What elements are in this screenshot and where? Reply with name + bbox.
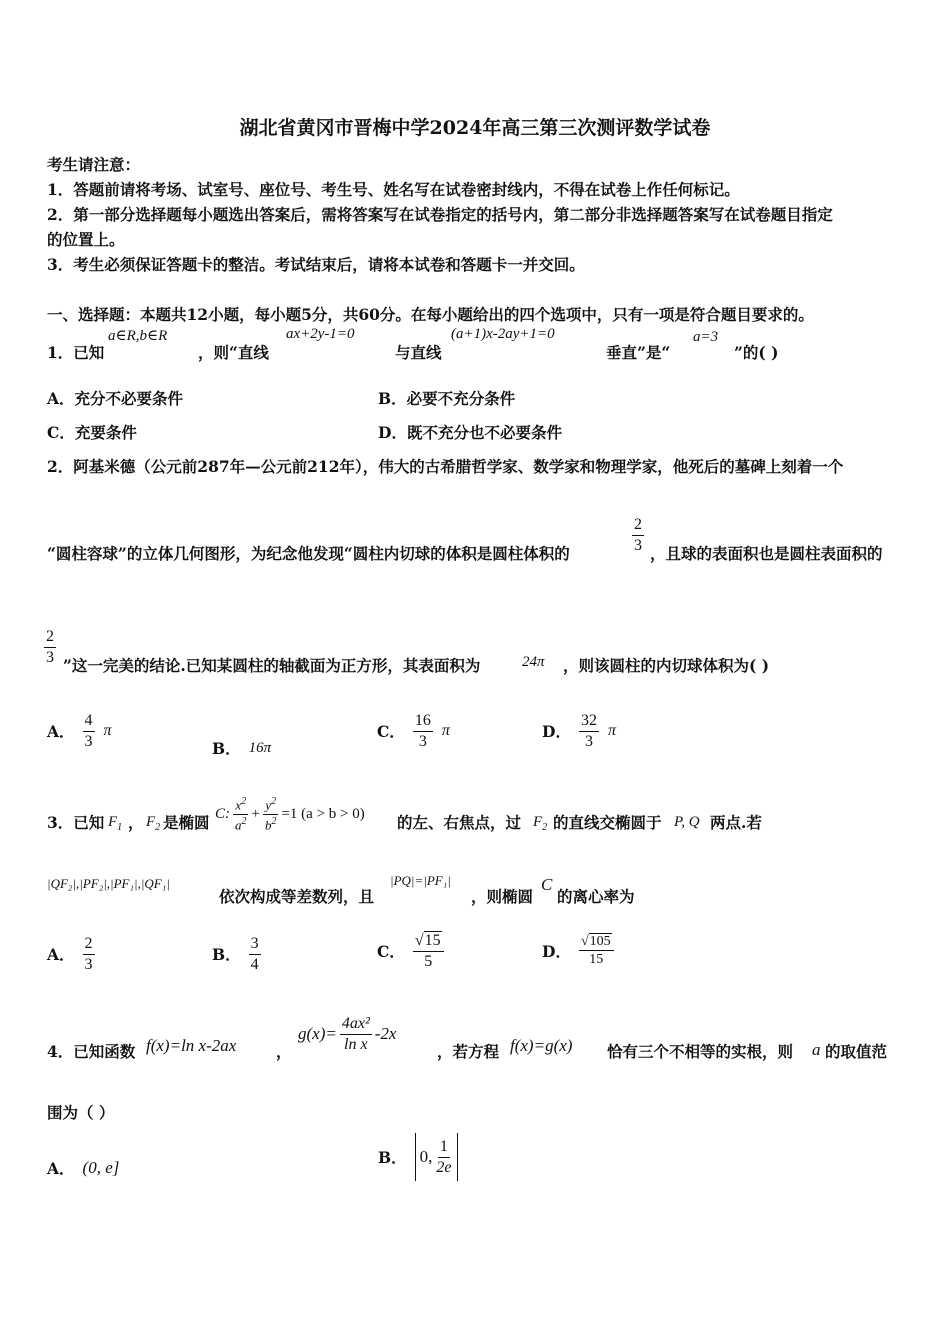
q1-text-1: ，则“直线 — [198, 343, 269, 362]
q1-option-d — [378, 421, 562, 443]
q3-text-1: 是椭圆 — [163, 813, 210, 832]
q3-text-7: 的离心率为 — [557, 887, 635, 906]
q2-line-2a: “圆柱容球”的立体几何图形，为纪念他发现“圆柱内切球的体积是圆柱体积的 — [47, 544, 570, 563]
q2-option-a — [47, 712, 112, 750]
q2-line-3b: ，则该圆柱的内切球体积为( ) — [563, 656, 770, 675]
q1-option-a-label: A． — [47, 389, 75, 408]
q3-text-6: ，则椭圆 — [471, 887, 534, 906]
notice-item-2-cont: 的位置上。 — [47, 230, 125, 249]
q3-option-c: C． $\frac{√15}{5}$ — [377, 932, 444, 970]
q2-option-b-value: 16π — [248, 739, 272, 756]
q4-equation: f(x)=g(x) — [510, 1036, 573, 1055]
q3-ellipse-b: b — [264, 816, 272, 832]
q4-option-b-den: 2e — [436, 1158, 452, 1176]
q1-option-a-text: 充分不必要条件 — [74, 389, 184, 408]
q3-option-d-den: 15 — [589, 952, 604, 968]
q3-f2-sub: 2 — [155, 822, 161, 833]
q3-f2-symbol: F — [146, 814, 156, 830]
q3-option-a-den: 3 — [84, 955, 93, 973]
q4-g-den: ln x — [344, 1035, 368, 1053]
notice-item-1: 1．答题前请将考场、试室号、座位号、考生号、姓名写在试卷密封线内，不得在试卷上作任何标记。 — [47, 180, 740, 199]
q3-text-5: 依次构成等差数列，且 — [219, 887, 375, 906]
q2-line-1: 2．阿基米德（公元前287年—公元前212年），伟大的古希腊哲学家、数学家和物理学家，他死后的墓碑上刻着一个 — [47, 457, 844, 476]
q3-ellipse-a: a — [235, 816, 242, 832]
q2-option-d-den: 3 — [584, 732, 593, 750]
q3-sequence: |QF₂|,|PF₂|,|PF₁|,|QF₁| — [47, 876, 170, 891]
q4-text-1: ，若方程 — [437, 1042, 500, 1061]
q2-option-a-den: 3 — [84, 732, 93, 750]
notice-item-2: 2．第一部分选择题每小题选出答案后，需将答案写在试卷指定的括号内，第二部分非选择题答案写在试卷题目指定 — [47, 205, 833, 224]
q3-ellipse-x: x — [235, 797, 242, 813]
q2-option-a-label: A． — [47, 722, 75, 742]
q3-option-b-label: B． — [212, 945, 241, 965]
q3-c: C — [541, 875, 553, 894]
q4-text-3: 的取值范 — [825, 1042, 888, 1061]
q2-option-a-pi: π — [103, 722, 112, 740]
q3-ellipse-rhs: =1 (a > b > 0) — [281, 805, 365, 822]
q1-option-b — [378, 387, 515, 409]
q3-f1 — [108, 814, 122, 833]
q2-line-2b: ，且球的表面积也是圆柱表面积的 — [650, 544, 883, 563]
q3-option-d-radicand: 105 — [589, 934, 611, 949]
q1-option-b-text: 必要不充分条件 — [406, 389, 516, 408]
q1-line-2: (a+1)x-2ay+1=0 — [451, 326, 555, 342]
q4-prefix: 4．已知函数 — [47, 1042, 136, 1061]
q1-text-2: 与直线 — [395, 343, 442, 362]
q2-option-b-label: B． — [212, 739, 241, 758]
q2-line-3: ”这一完美的结论.已知某圆柱的轴截面为正方形，其表面积为 — [63, 656, 481, 675]
q2-option-b — [212, 737, 271, 759]
q4-option-b-lead: 0, — [419, 1147, 433, 1166]
q3-text-3: 的直线交椭圆于 — [553, 813, 662, 832]
q3-option-d: D． $\frac{√105}{15}$ — [542, 934, 614, 968]
q1-option-d-text: 既不充分也不必要条件 — [406, 423, 562, 442]
page-title: 湖北省黄冈市晋梅中学2024年高三第三次测评数学试卷 — [239, 117, 711, 139]
q2-option-d-label: D． — [542, 722, 571, 742]
q1-prefix: 1．已知 — [47, 343, 105, 362]
q4-a: a — [812, 1040, 821, 1059]
q2-option-c-den: 3 — [418, 732, 427, 750]
q1-option-a — [47, 387, 183, 409]
q3-option-b-den: 4 — [250, 955, 259, 973]
q2-area: 24π — [522, 654, 545, 670]
q3-ellipse-equation: C: $\frac{x^2}{a^2}$ + $\frac{y^2}{b^2}$ =1 (a > b > 0) — [215, 796, 365, 832]
q3-text-4: 两点.若 — [710, 813, 762, 832]
q4-option-b-label: B． — [378, 1148, 407, 1167]
q4-option-b-interval — [415, 1133, 459, 1181]
q2-fraction-2-den: 3 — [46, 648, 54, 666]
q4-g-def — [298, 1015, 396, 1053]
q1-text-4: ”的( ) — [734, 343, 779, 362]
q2-option-d — [542, 712, 616, 750]
q4-option-a-value: (0, e] — [82, 1158, 120, 1177]
q2-fraction-1 — [632, 516, 644, 554]
q2-fraction-1-num: 2 — [632, 516, 644, 536]
q3-text-2: 的左、右焦点，过 — [397, 813, 522, 832]
q4-option-a — [47, 1157, 119, 1179]
q4-option-b-num: 1 — [438, 1138, 450, 1158]
q2-option-c-pi: π — [441, 722, 450, 740]
q3-ellipse-name: C: — [215, 805, 230, 822]
q2-fraction-2-num: 2 — [44, 628, 56, 648]
notice-item-3: 3．考生必须保证答题卡的整洁。考试结束后，请将本试卷和答题卡一并交回。 — [47, 255, 585, 274]
q3-option-c-den: 5 — [424, 952, 433, 970]
q1-line-1: ax+2y-1=0 — [286, 326, 355, 342]
q3-option-c-radicand: 15 — [424, 932, 441, 949]
q2-option-a-num: 4 — [83, 712, 95, 732]
q1-option-b-label: B． — [378, 389, 407, 408]
q3-option-a-num: 2 — [83, 935, 95, 955]
q1-option-c — [47, 421, 137, 443]
q4-f-def: f(x)=ln x-2ax — [146, 1036, 237, 1055]
q3-option-d-label: D． — [542, 941, 571, 961]
q3-points: P, Q — [674, 814, 700, 830]
q3-f2-b — [533, 814, 547, 833]
q4-line-2: 围为（ ） — [47, 1103, 115, 1122]
q4-g-lhs: g(x)= — [298, 1024, 337, 1044]
notice-heading: 考生请注意： — [47, 155, 141, 174]
q1-text-3: 垂直”是“ — [606, 343, 671, 362]
q1-option-c-text: 充要条件 — [74, 423, 137, 442]
q4-text-2: 恰有三个不相等的实根，则 — [607, 1042, 794, 1061]
q2-option-c-label: C． — [377, 722, 405, 742]
q2-option-c-num: 16 — [413, 712, 433, 732]
q4-comma: ， — [276, 1042, 292, 1061]
q3-f2-b-sub: 2 — [542, 822, 548, 833]
section-heading: 一、选择题：本题共12小题，每小题5分，共60分。在每小题给出的四个选项中，只有一项是符合题目要求的。 — [47, 305, 814, 324]
q2-option-c — [377, 712, 450, 750]
q3-f2-b-symbol: F — [533, 814, 543, 830]
q3-prefix: 3．已知 — [47, 813, 105, 832]
q3-comma: ， — [128, 813, 144, 832]
q3-f1-sub: 1 — [117, 822, 123, 833]
q3-ellipse-y: y — [265, 797, 272, 813]
q2-fraction-2 — [44, 628, 56, 666]
q2-option-d-num: 32 — [579, 712, 599, 732]
q4-option-b — [378, 1133, 458, 1181]
q1-condition: a∈R,b∈R — [108, 328, 168, 344]
q4-g-rhs: -2x — [374, 1024, 397, 1044]
q3-option-a-label: A． — [47, 945, 75, 965]
q3-condition: |PQ|=|PF₁| — [390, 873, 451, 888]
q2-fraction-1-den: 3 — [634, 536, 642, 554]
q3-f1-symbol: F — [108, 814, 118, 830]
q3-option-a — [47, 935, 95, 973]
q1-condition-2: a=3 — [693, 329, 719, 345]
q3-f2 — [146, 814, 160, 833]
q1-option-d-label: D． — [378, 423, 407, 442]
q4-option-a-label: A． — [47, 1159, 75, 1178]
q3-option-c-label: C． — [377, 942, 405, 962]
q4-g-num: 4ax² — [340, 1015, 372, 1035]
q2-option-d-pi: π — [607, 722, 616, 740]
q3-option-b — [212, 935, 261, 973]
q1-option-c-label: C． — [47, 423, 75, 442]
q3-option-b-num: 3 — [249, 935, 261, 955]
